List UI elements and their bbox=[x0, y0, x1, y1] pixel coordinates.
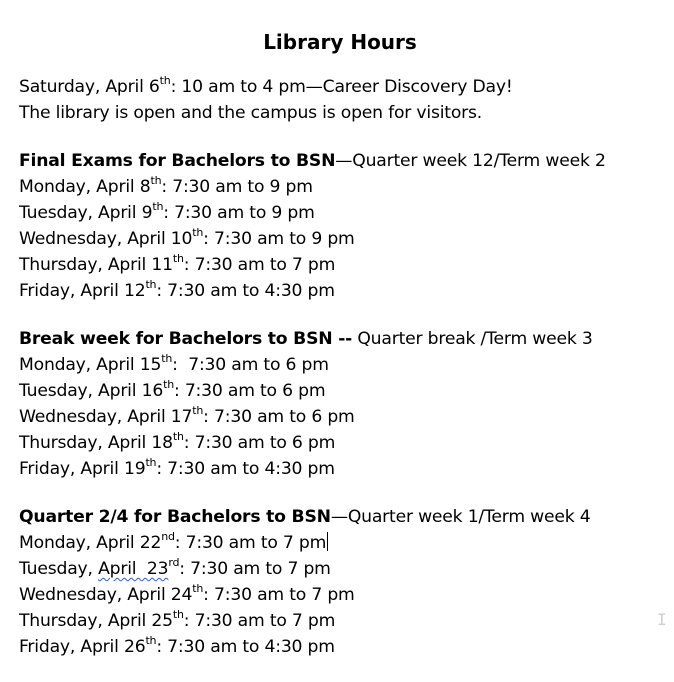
day-text: Tuesday, April 9 bbox=[19, 203, 153, 223]
mouse-ibeam-icon: I bbox=[657, 610, 667, 629]
spacer bbox=[19, 482, 659, 504]
ordinal-suffix: th bbox=[172, 252, 184, 266]
day-line bbox=[19, 278, 659, 304]
day-text: Wednesday, April 10 bbox=[19, 229, 193, 249]
intro-text: : 10 am to 4 pm—Career Discovery Day! bbox=[170, 77, 513, 97]
day-hours: : 7:30 am to 7 pm bbox=[183, 611, 336, 631]
ordinal-suffix: th bbox=[192, 404, 204, 418]
day-line bbox=[19, 252, 659, 278]
ordinal-suffix: th bbox=[145, 456, 157, 470]
day-text: Tuesday, April 16 bbox=[19, 381, 164, 401]
day-text: Wednesday, April 24 bbox=[19, 585, 193, 605]
day-hours: : 7:30 am to 7 pm bbox=[203, 585, 355, 605]
day-text: Thursday, April 25 bbox=[19, 611, 173, 631]
day-hours: : 7:30 am to 4:30 pm bbox=[156, 637, 335, 657]
day-line bbox=[19, 634, 659, 660]
day-hours: : 7:30 am to 6 pm bbox=[172, 355, 329, 375]
ordinal-suffix: th bbox=[192, 582, 204, 596]
day-line bbox=[19, 404, 659, 430]
day-line bbox=[19, 582, 659, 608]
ordinal-suffix: th bbox=[145, 278, 157, 292]
day-text: Monday, April 22 bbox=[19, 533, 162, 553]
section-heading-rest: —Quarter week 12/Term week 2 bbox=[335, 151, 606, 171]
day-text: Friday, April 12 bbox=[19, 281, 146, 301]
day-hours: : 7:30 am to 6 pm bbox=[203, 407, 355, 427]
section-heading-bold: Break week for Bachelors to BSN -- bbox=[19, 329, 353, 349]
day-line bbox=[19, 430, 659, 456]
day-line bbox=[19, 200, 659, 226]
spellcheck-flagged-text[interactable]: April 23 bbox=[98, 559, 169, 579]
day-text: Monday, April 8 bbox=[19, 177, 151, 197]
day-text: Thursday, April 18 bbox=[19, 433, 173, 453]
day-hours: : 7:30 am to 7 pm bbox=[174, 533, 327, 553]
ordinal-suffix: th bbox=[145, 634, 157, 648]
ordinal-suffix: th bbox=[163, 378, 174, 392]
section-heading-rest: Quarter break /Term week 3 bbox=[352, 329, 593, 349]
day-text: Friday, April 19 bbox=[19, 459, 146, 479]
day-text: Friday, April 26 bbox=[19, 637, 146, 657]
day-hours: : 7:30 am to 7 pm bbox=[183, 255, 336, 275]
intro-line-2: The library is open and the campus is open for visitors. bbox=[19, 103, 483, 123]
intro-text: Saturday, April 6 bbox=[19, 77, 160, 97]
day-text: Thursday, April 11 bbox=[19, 255, 173, 275]
spacer bbox=[19, 126, 659, 148]
day-hours: : 7:30 am to 4:30 pm bbox=[156, 459, 335, 479]
section-heading-bold: Quarter 2/4 for Bachelors to BSN bbox=[19, 507, 331, 527]
document-page[interactable] bbox=[19, 28, 659, 660]
day-hours: : 7:30 am to 7 pm bbox=[179, 559, 331, 579]
day-hours: : 7:30 am to 9 pm bbox=[161, 177, 313, 197]
day-text: Monday, April 15 bbox=[19, 355, 162, 375]
day-line bbox=[19, 456, 659, 482]
text-cursor bbox=[327, 532, 328, 551]
day-hours: : 7:30 am to 4:30 pm bbox=[156, 281, 335, 301]
section-heading bbox=[19, 148, 659, 174]
day-line bbox=[19, 378, 659, 404]
day-hours: : 7:30 am to 6 pm bbox=[183, 433, 336, 453]
day-hours: : 7:30 am to 9 pm bbox=[163, 203, 315, 223]
ordinal-suffix: th bbox=[172, 430, 184, 444]
document-title: Library Hours bbox=[263, 30, 417, 54]
day-text: Wednesday, April 17 bbox=[19, 407, 193, 427]
day-line bbox=[19, 174, 659, 200]
section-heading-rest: —Quarter week 1/Term week 4 bbox=[330, 507, 591, 527]
day-line bbox=[19, 226, 659, 252]
intro-line-1 bbox=[19, 74, 659, 100]
section-heading-bold: Final Exams for Bachelors to BSN bbox=[19, 151, 336, 171]
day-line bbox=[19, 556, 659, 582]
ordinal-suffix: th bbox=[152, 200, 164, 214]
ordinal-suffix: nd bbox=[161, 530, 175, 544]
ordinal-suffix: th bbox=[192, 226, 204, 240]
day-line bbox=[19, 352, 659, 378]
day-line bbox=[19, 530, 659, 556]
section-heading bbox=[19, 326, 659, 352]
ordinal-suffix: th bbox=[172, 608, 184, 622]
ordinal-suffix: th bbox=[150, 174, 162, 188]
day-hours: : 7:30 am to 6 pm bbox=[173, 381, 326, 401]
ordinal-suffix: th bbox=[161, 352, 173, 366]
section-heading bbox=[19, 504, 659, 530]
day-text: Tuesday, bbox=[19, 559, 99, 579]
day-line bbox=[19, 608, 659, 634]
spacer bbox=[19, 304, 659, 326]
ordinal-suffix: th bbox=[159, 74, 171, 88]
day-hours: : 7:30 am to 9 pm bbox=[203, 229, 355, 249]
ordinal-suffix: rd bbox=[168, 556, 180, 570]
